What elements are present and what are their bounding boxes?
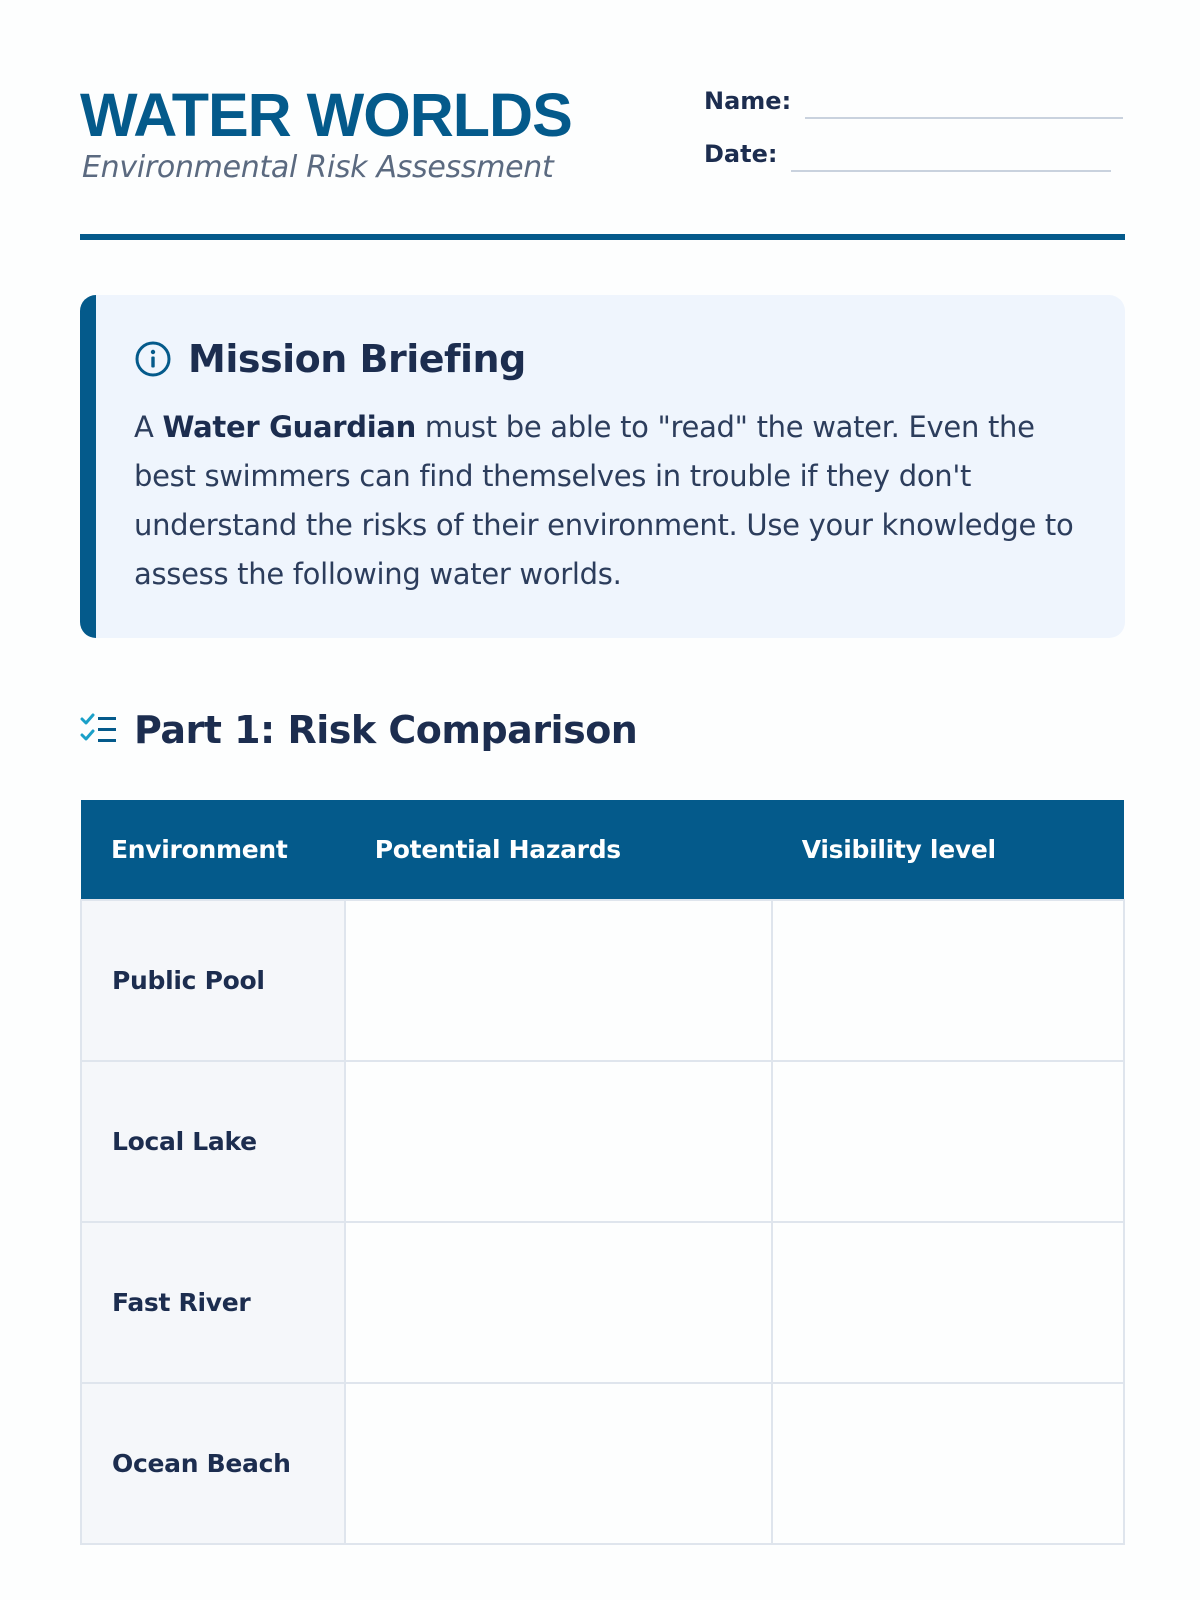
- part1-heading: [80, 708, 637, 752]
- table-row: [81, 1383, 1124, 1544]
- table-row: [81, 900, 1124, 1061]
- environment-cell: Public Pool: [81, 900, 345, 1061]
- date-blank-line[interactable]: [791, 170, 1111, 172]
- briefing-text-bold: Water Guardian: [162, 410, 416, 444]
- briefing-text-rest: must be able to "read" the water. Even the best swimmers can find themselves in trouble if they don't understand the risks of their environment. Use your knowledge to assess the following water worlds.: [134, 410, 1074, 591]
- header-divider: [80, 234, 1125, 240]
- environment-cell: Ocean Beach: [81, 1383, 345, 1544]
- worksheet-header: [80, 80, 1125, 240]
- name-blank-line[interactable]: [805, 117, 1123, 119]
- briefing-text: [134, 403, 1094, 599]
- worksheet-title: WATER WORLDS: [80, 81, 572, 149]
- hazards-answer-cell[interactable]: [345, 900, 772, 1061]
- column-header-environment: Environment: [81, 800, 345, 900]
- briefing-title: Mission Briefing: [188, 337, 526, 381]
- date-field[interactable]: [704, 138, 1111, 168]
- table-header-row: [81, 800, 1124, 900]
- visibility-answer-cell[interactable]: [772, 1383, 1124, 1544]
- name-field[interactable]: [704, 85, 1123, 115]
- info-circle-icon: [134, 340, 172, 378]
- table-row: [81, 1222, 1124, 1383]
- column-header-visibility: Visibility level: [772, 800, 1124, 900]
- name-label: Name:: [704, 87, 792, 115]
- part1-title: Part 1: Risk Comparison: [134, 708, 638, 752]
- environment-cell: Local Lake: [81, 1061, 345, 1222]
- visibility-answer-cell[interactable]: [772, 1222, 1124, 1383]
- mission-briefing-box: [80, 295, 1125, 638]
- visibility-answer-cell[interactable]: [772, 1061, 1124, 1222]
- hazards-answer-cell[interactable]: [345, 1383, 772, 1544]
- worksheet-subtitle: Environmental Risk Assessment: [82, 150, 554, 185]
- column-header-hazards: Potential Hazards: [345, 800, 772, 900]
- hazards-answer-cell[interactable]: [345, 1061, 772, 1222]
- risk-comparison-table: [80, 800, 1125, 1545]
- date-label: Date:: [704, 140, 778, 168]
- briefing-text-start: A: [134, 410, 163, 444]
- visibility-answer-cell[interactable]: [772, 900, 1124, 1061]
- briefing-heading: [134, 337, 526, 381]
- checklist-icon: [80, 713, 118, 747]
- environment-cell: Fast River: [81, 1222, 345, 1383]
- table-row: [81, 1061, 1124, 1222]
- hazards-answer-cell[interactable]: [345, 1222, 772, 1383]
